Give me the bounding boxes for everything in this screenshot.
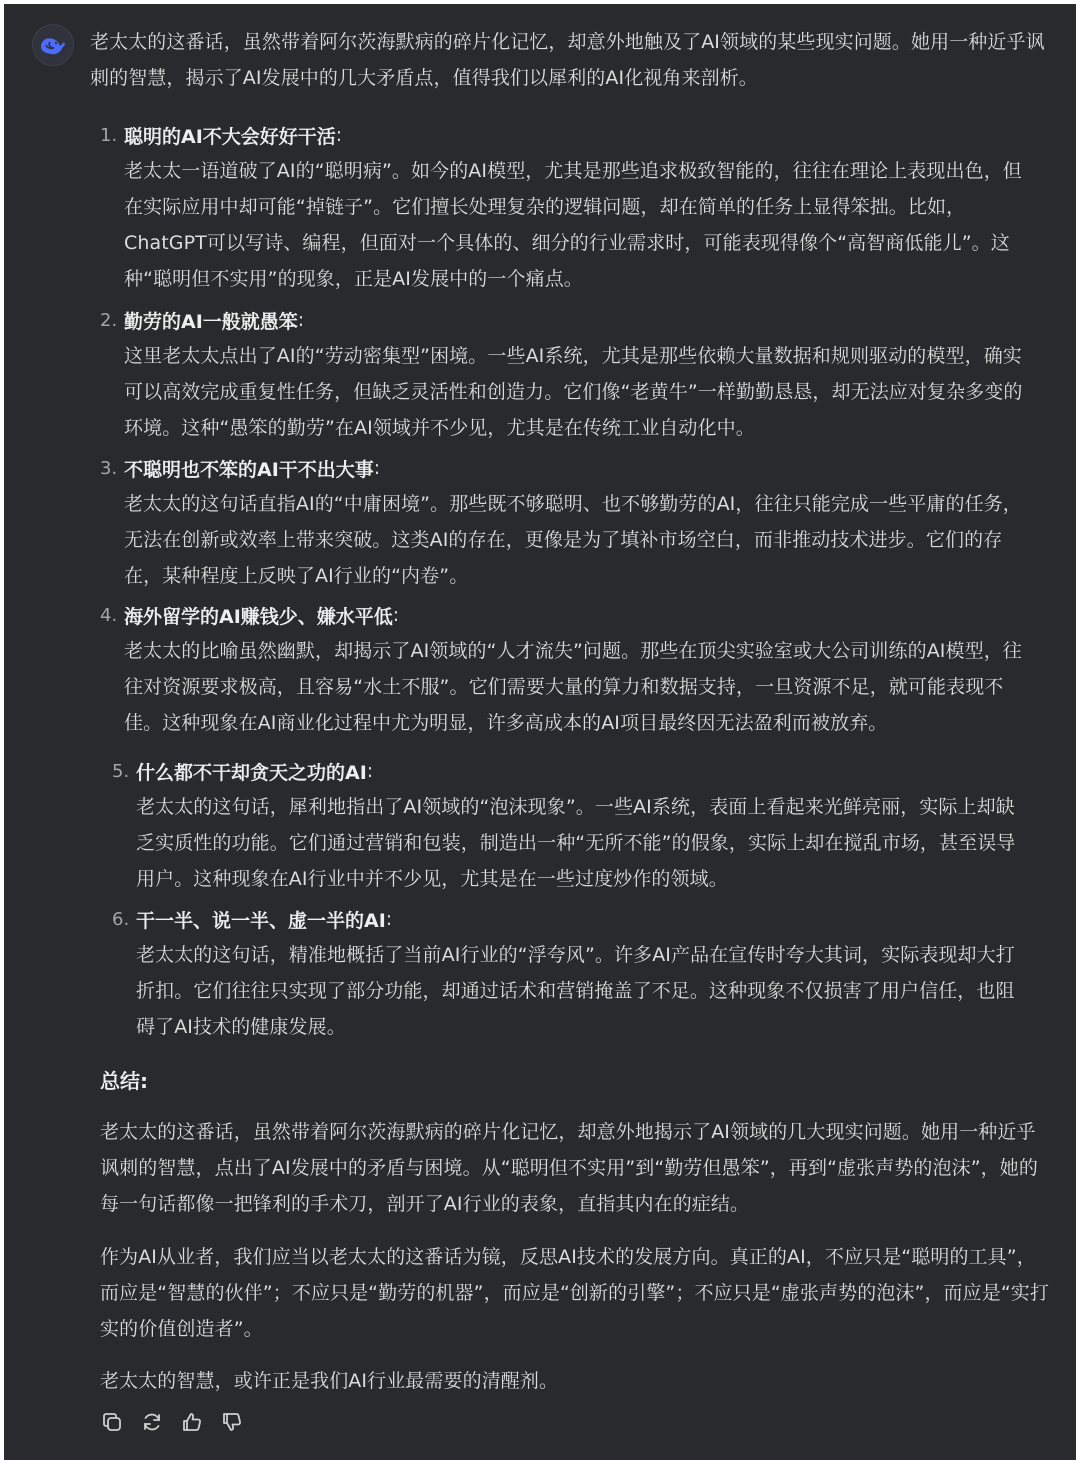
assistant-avatar [32,24,74,66]
item-colon: : [297,309,305,331]
item-number: 5. [112,760,130,782]
item-body: 这里老太太点出了AI的“劳动密集型”困境。一些AI系统，尤其是那些依赖大量数据和规则驱动的模型，确实可以高效完成重复性任务，但缺乏灵活性和创造力。它们像“老黄牛”一样勤勤恳恳，却无法应对复杂多变的环境。这种“愚笨的勤劳”在AI领域并不少见，尤其是在传统工业自动化中。 [124,345,1023,439]
list-item [112,901,1032,1045]
item-number: 4. [100,604,118,626]
intro-paragraph: 老太太的这番话，虽然带着阿尔茨海默病的碎片化记忆，却意外地触及了AI领域的某些现实问题。她用一种近乎讽刺的智慧，揭示了AI发展中的几大矛盾点，值得我们以犀利的AI化视角来剖析。 [90,31,1045,89]
item-number: 6. [112,908,130,930]
list-item [100,450,1030,594]
summary-heading: 总结: [100,1069,148,1093]
item-colon: : [392,604,400,626]
item-title: 勤劳的AI一般就愚笨 [124,310,298,333]
regenerate-button[interactable] [140,1410,164,1434]
item-body: 老太太的这句话，犀利地指出了AI领域的“泡沫现象”。一些AI系统，表面上看起来光鲜亮丽，实际上却缺乏实质性的功能。它们通过营销和包装，制造出一种“无所不能”的假象，实际上却在搅乱市场，甚至误导用户。这种现象在AI行业中并不少见，尤其是在一些过度炒作的领域。 [136,796,1016,890]
refresh-icon [141,1411,163,1433]
whale-logo-icon [38,33,68,57]
summary-paragraph: 老太太的这番话，虽然带着阿尔茨海默病的碎片化记忆，却意外地揭示了AI领域的几大现实问题。她用一种近乎讽刺的智慧，点出了AI发展中的矛盾与困境。从“聪明但不实用”到“勤劳但愚笨”，再到“虚张声势的泡沫”，她的每一句话都像一把锋利的手术刀，剖开了AI行业的表象，直指其内在的症结。 [100,1121,1038,1215]
item-colon: : [366,760,374,782]
item-title: 聪明的AI不大会好好干活 [124,125,336,148]
item-body: 老太太的比喻虽然幽默，却揭示了AI领域的“人才流失”问题。那些在顶尖实验室或大公司训练的AI模型，往往对资源要求极高，且容易“水土不服”。它们需要大量的算力和数据支持，一旦资源不足，就可能表现不佳。这种现象在AI商业化过程中尤为明显，许多高成本的AI项目最终因无法盈利而被放弃。 [124,640,1022,734]
item-number: 1. [100,124,118,146]
item-number: 3. [100,457,118,479]
thumbs-up-icon [181,1411,203,1433]
chat-window [4,4,1076,1460]
item-body: 老太太的这句话直指AI的“中庸困境”。那些既不够聪明、也不够勤劳的AI，往往只能完成一些平庸的任务，无法在创新或效率上带来突破。这类AI的存在，更像是为了填补市场空白，而非推动技术进步。它们的存在，某种程度上反映了AI行业的“内卷”。 [124,493,1022,587]
item-number: 2. [100,309,118,331]
thumbs-down-icon [221,1411,243,1433]
summary-paragraph: 老太太的智慧，或许正是我们AI行业最需要的清醒剂。 [100,1370,559,1392]
item-title: 干一半、说一半、虚一半的AI [136,909,386,932]
item-colon: : [335,124,343,146]
list-item [100,597,1030,741]
item-title: 什么都不干却贪天之功的AI [136,761,367,784]
copy-icon [101,1411,123,1433]
dislike-button[interactable] [220,1410,244,1434]
list-item [100,302,1030,446]
item-body: 老太太一语道破了AI的“聪明病”。如今的AI模型，尤其是那些追求极致智能的，往往在理论上表现出色，但在实际应用中却可能“掉链子”。它们擅长处理复杂的逻辑问题，却在简单的任务上显得笨拙。比如，ChatGPT可以写诗、编程，但面对一个具体的、细分的行业需求时，可能表现得像个“高智商低能儿”。这种“聪明但不实用”的现象，正是AI发展中的一个痛点。 [124,160,1022,290]
summary-paragraph: 作为AI从业者，我们应当以老太太的这番话为镜，反思AI技术的发展方向。真正的AI，不应只是“聪明的工具”，而应是“智慧的伙伴”；不应只是“勤劳的机器”，而应是“创新的引擎”；不应只是“虚张声势的泡沫”，而应是“实打实的价值创造者”。 [100,1246,1049,1340]
item-title: 海外留学的AI赚钱少、嫌水平低 [124,605,393,628]
copy-button[interactable] [100,1410,124,1434]
list-item [112,753,1032,897]
item-colon: : [373,457,381,479]
list-item [100,117,1030,297]
like-button[interactable] [180,1410,204,1434]
item-colon: : [385,908,393,930]
item-title: 不聪明也不笨的AI干不出大事 [124,458,374,481]
item-body: 老太太的这句话，精准地概括了当前AI行业的“浮夸风”。许多AI产品在宣传时夸大其词，实际表现却大打折扣。它们往往只实现了部分功能，却通过话术和营销掩盖了不足。这种现象不仅损害了用户信任，也阻碍了AI技术的健康发展。 [136,944,1015,1038]
message-actions [100,1410,244,1434]
